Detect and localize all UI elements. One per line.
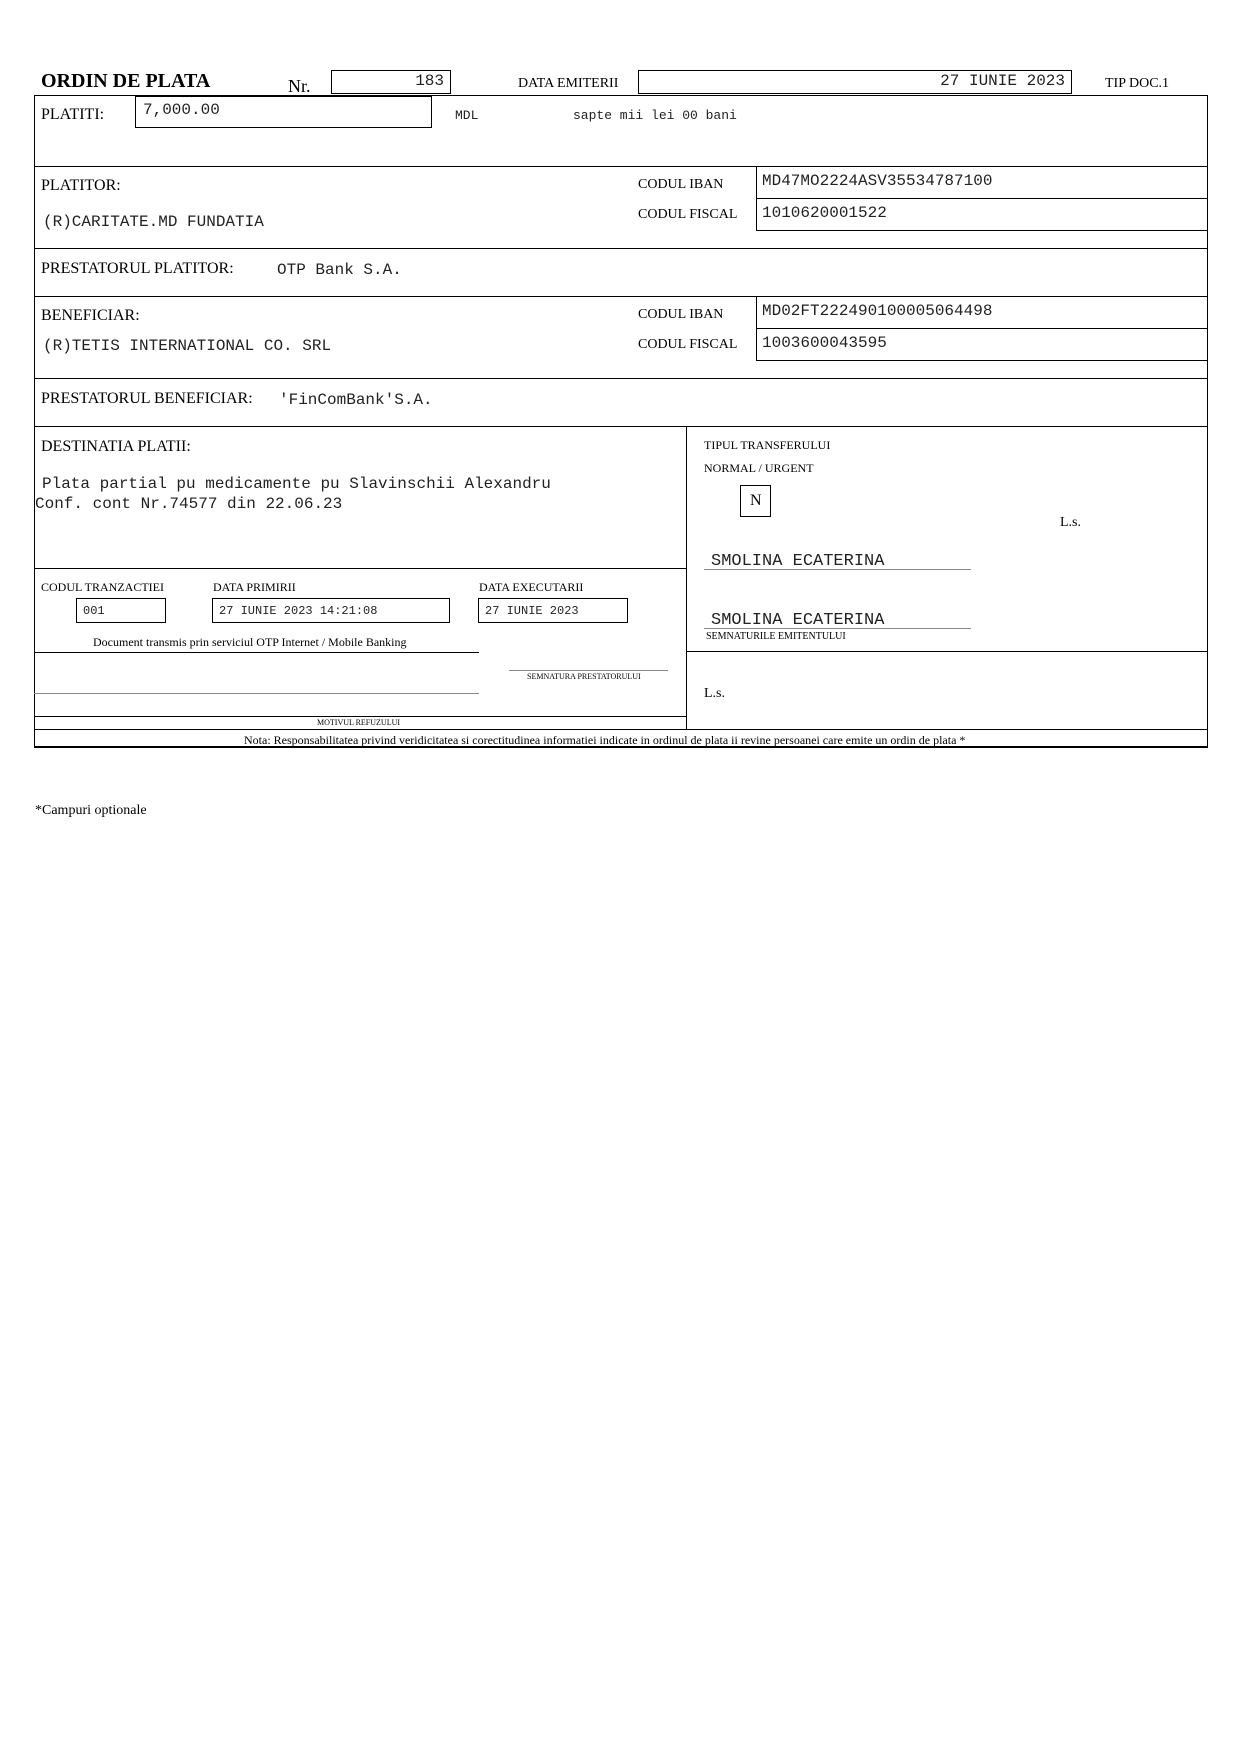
- transaction-code-value: 001: [83, 604, 105, 618]
- beneficiary-iban-field: [756, 296, 1208, 329]
- executed-date-field: [478, 598, 628, 623]
- beneficiary-fiscal-label: CODUL FISCAL: [638, 337, 738, 352]
- divider: [34, 652, 479, 653]
- optional-fields-note: *Campuri optionale: [35, 803, 147, 818]
- transmitted-note: Document transmis prin serviciul OTP Internet / Mobile Banking: [93, 635, 407, 649]
- amount-value: 7,000.00: [143, 101, 220, 119]
- beneficiary-fiscal-field: [756, 328, 1208, 361]
- payer-fiscal: 1010620001522: [762, 204, 887, 222]
- footer-note-box: [34, 729, 1208, 748]
- nr-field: [331, 70, 451, 94]
- payer-name: (R)CARITATE.MD FUNDATIA: [43, 213, 264, 231]
- signature-line: [509, 670, 668, 671]
- beneficiary-label: BENEFICIAR:: [41, 307, 140, 324]
- beneficiary-iban: MD02FT222490100005064498: [762, 302, 993, 320]
- issue-date-label: DATA EMITERII: [518, 76, 619, 91]
- destination-label: DESTINATIA PLATII:: [41, 438, 191, 455]
- destination-line-1: Plata partial pu medicamente pu Slavinschii Alexandru: [42, 475, 551, 493]
- executed-date-label: DATA EXECUTARII: [479, 580, 584, 594]
- divider: [34, 378, 1208, 379]
- signature-line: [704, 628, 971, 629]
- received-date-field: [212, 598, 450, 623]
- divider: [34, 426, 1208, 427]
- received-date-label: DATA PRIMIRII: [213, 580, 296, 594]
- nr-label: Nr.: [288, 76, 311, 96]
- divider: [686, 426, 687, 729]
- payer-fiscal-field: [756, 198, 1208, 231]
- amount-words: sapte mii lei 00 bani: [573, 108, 737, 123]
- divider: [34, 248, 1208, 249]
- signature-1: SMOLINA ECATERINA: [711, 552, 885, 571]
- currency: MDL: [455, 108, 479, 123]
- transfer-type-label: TIPUL TRANSFERULUI: [704, 438, 831, 452]
- executed-date-value: 27 IUNIE 2023: [485, 604, 579, 618]
- issue-date-field: [638, 70, 1072, 94]
- transfer-subtype-label: NORMAL / URGENT: [704, 461, 814, 475]
- refusal-label: MOTIVUL REFUZULUI: [317, 718, 401, 727]
- divider: [34, 716, 686, 717]
- beneficiary-fiscal: 1003600043595: [762, 334, 887, 352]
- beneficiary-iban-label: CODUL IBAN: [638, 307, 724, 322]
- transaction-code-label: CODUL TRANZACTIEI: [41, 580, 164, 594]
- signature-2: SMOLINA ECATERINA: [711, 611, 885, 630]
- payer-iban-field: [756, 166, 1208, 199]
- divider: [686, 651, 1208, 652]
- beneficiary-bank-label: PRESTATORUL BENEFICIAR:: [41, 390, 253, 407]
- provider-signature-label: SEMNATURA PRESTATORULUI: [527, 672, 641, 681]
- received-date-value: 27 IUNIE 2023 14:21:08: [219, 604, 378, 618]
- payer-iban: MD47MO2224ASV35534787100: [762, 172, 993, 190]
- ls-label: L.s.: [704, 686, 725, 701]
- refusal-line: [34, 693, 479, 694]
- page-title: ORDIN DE PLATA: [41, 70, 211, 92]
- divider: [34, 568, 686, 569]
- amount-label: PLATITI:: [41, 106, 105, 123]
- signature-line: [704, 569, 971, 570]
- transaction-code-field: [76, 598, 166, 623]
- footer-note: Nota: Responsabilitatea privind veridicitatea si corectitudinea informatiei indicate in ordinul de plata ii revine persoanei care emite un ordin de plata *: [244, 733, 966, 747]
- payer-bank-label: PRESTATORUL PLATITOR:: [41, 260, 234, 277]
- issue-date-value: 27 IUNIE 2023: [940, 72, 1065, 90]
- destination-line-2: Conf. cont Nr.74577 din 22.06.23: [35, 495, 343, 513]
- transfer-type-field: [740, 485, 771, 517]
- nr-value: 183: [415, 72, 444, 90]
- payer-label: PLATITOR:: [41, 177, 121, 194]
- payer-iban-label: CODUL IBAN: [638, 177, 724, 192]
- ls-label: L.s.: [1060, 515, 1081, 530]
- beneficiary-bank-name: 'FinComBank'S.A.: [279, 391, 433, 409]
- doc-type: TIP DOC.1: [1105, 76, 1170, 91]
- signatures-label: SEMNATURILE EMITENTULUI: [706, 631, 846, 642]
- amount-field: [135, 96, 432, 128]
- transfer-type-value: N: [750, 492, 762, 509]
- payer-bank-name: OTP Bank S.A.: [277, 261, 402, 279]
- payer-fiscal-label: CODUL FISCAL: [638, 207, 738, 222]
- beneficiary-name: (R)TETIS INTERNATIONAL CO. SRL: [43, 337, 332, 355]
